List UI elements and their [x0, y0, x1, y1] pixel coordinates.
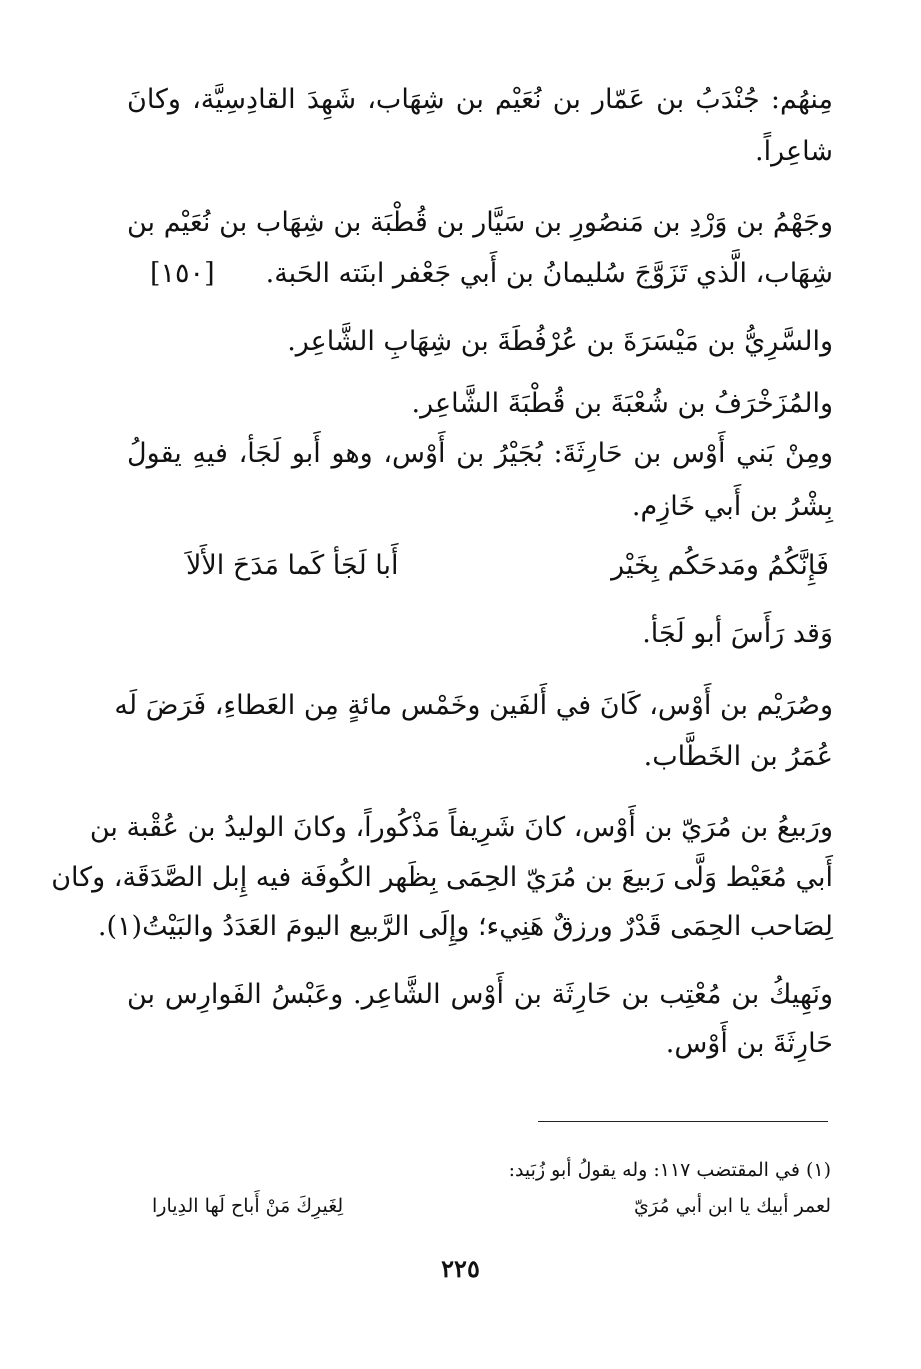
body-line-9: وَقد رَأَسَ أبو لَجَأ. [642, 618, 833, 649]
body-line-1: مِنهُم: جُنْدَبُ بن عَمّار بن نُعَيْم بن شِهَاب، شَهِدَ القادِسِيَّة، وكانَ [127, 84, 833, 115]
footnote-verse-first: لعمر أبيك يا ابن أبي مُرَيّ [634, 1195, 831, 1217]
body-line-3: وجَهْمُ بن وَرْدِ بن مَنصُورِ بن سَيَّار بن قُطْبَة بن شِهَاب بن نُعَيْم بن [127, 207, 833, 238]
body-line-10: وصُرَيْم بن أَوْس، كَانَ في أَلفَين وخَمْس مائةٍ مِن العَطاءِ، فَرَضَ لَه [114, 690, 833, 721]
body-line-2: شاعِراً. [755, 136, 833, 167]
body-line-11: عُمَرُ بن الخَطَّاب. [643, 741, 833, 772]
body-line-16: حَارِثَةَ بن أَوْس. [665, 1028, 833, 1059]
verse-first-hemistich: فَإِنَّكُمُ ومَدحَكُم بِخَيْر [611, 550, 829, 581]
footnote-separator [538, 1121, 828, 1122]
page-reference: [١٥٠] [150, 258, 215, 289]
footnote-verse-second: لِغَيرِكَ مَنْ أَباح لَها الدِيارا [152, 1195, 344, 1217]
body-line-7: ومِنْ بَني أَوْس بن حَارِثَةَ: بُجَيْرُ بن أَوْس، وهو أَبو لَجَأ، فيهِ يقولُ [127, 438, 833, 469]
body-line-4: شِهَاب، الَّذي تَزَوَّجَ سُليمانُ بن أَبي جَعْفر ابنَته الحَبة. [265, 258, 833, 289]
body-line-15: ونَهِيكُ بن مُعْتِب بن حَارِثَة بن أَوْس الشَّاعِر. وعَبْسُ الفَوارِس بن [127, 979, 833, 1010]
body-line-14: لِصَاحب الحِمَى قَدْرٌ ورزقٌ هَنِيء؛ وإِلَى الرَّبيع اليومَ العَدَدُ والبَيْتُ(١). [97, 911, 833, 942]
body-line-6: والمُزَخْرَفُ بن شُعْبَةَ بن قُطْبَةَ الشَّاعِر. [411, 388, 833, 419]
body-line-12: ورَبيعُ بن مُرَيّ بن أَوْس، كانَ شَرِيفاً مَذْكُوراً، وكانَ الوليدُ بن عُقْبة بن [89, 812, 833, 843]
body-line-13: أَبي مُعَيْط وَلَّى رَبيعَ بن مُرَيّ الحِمَى بِظَهر الكُوفَة فيه إِبل الصَّدَقَة، وكان [51, 862, 833, 893]
body-line-5: والسَّرِيُّ بن مَيْسَرَةَ بن عُرْفُطَةَ بن شِهَابِ الشَّاعِر. [287, 326, 833, 357]
footnote-intro: (١) في المقتضب ١١٧: وله يقولُ أبو زُبَيد: [508, 1159, 831, 1181]
page-number: ٢٢٥ [441, 1254, 480, 1283]
body-line-8: بِشْرُ بن أَبي خَازِم. [631, 491, 833, 522]
verse-second-hemistich: أَبا لَجَأ كَما مَدَحَ الأَلاَ [186, 550, 399, 581]
